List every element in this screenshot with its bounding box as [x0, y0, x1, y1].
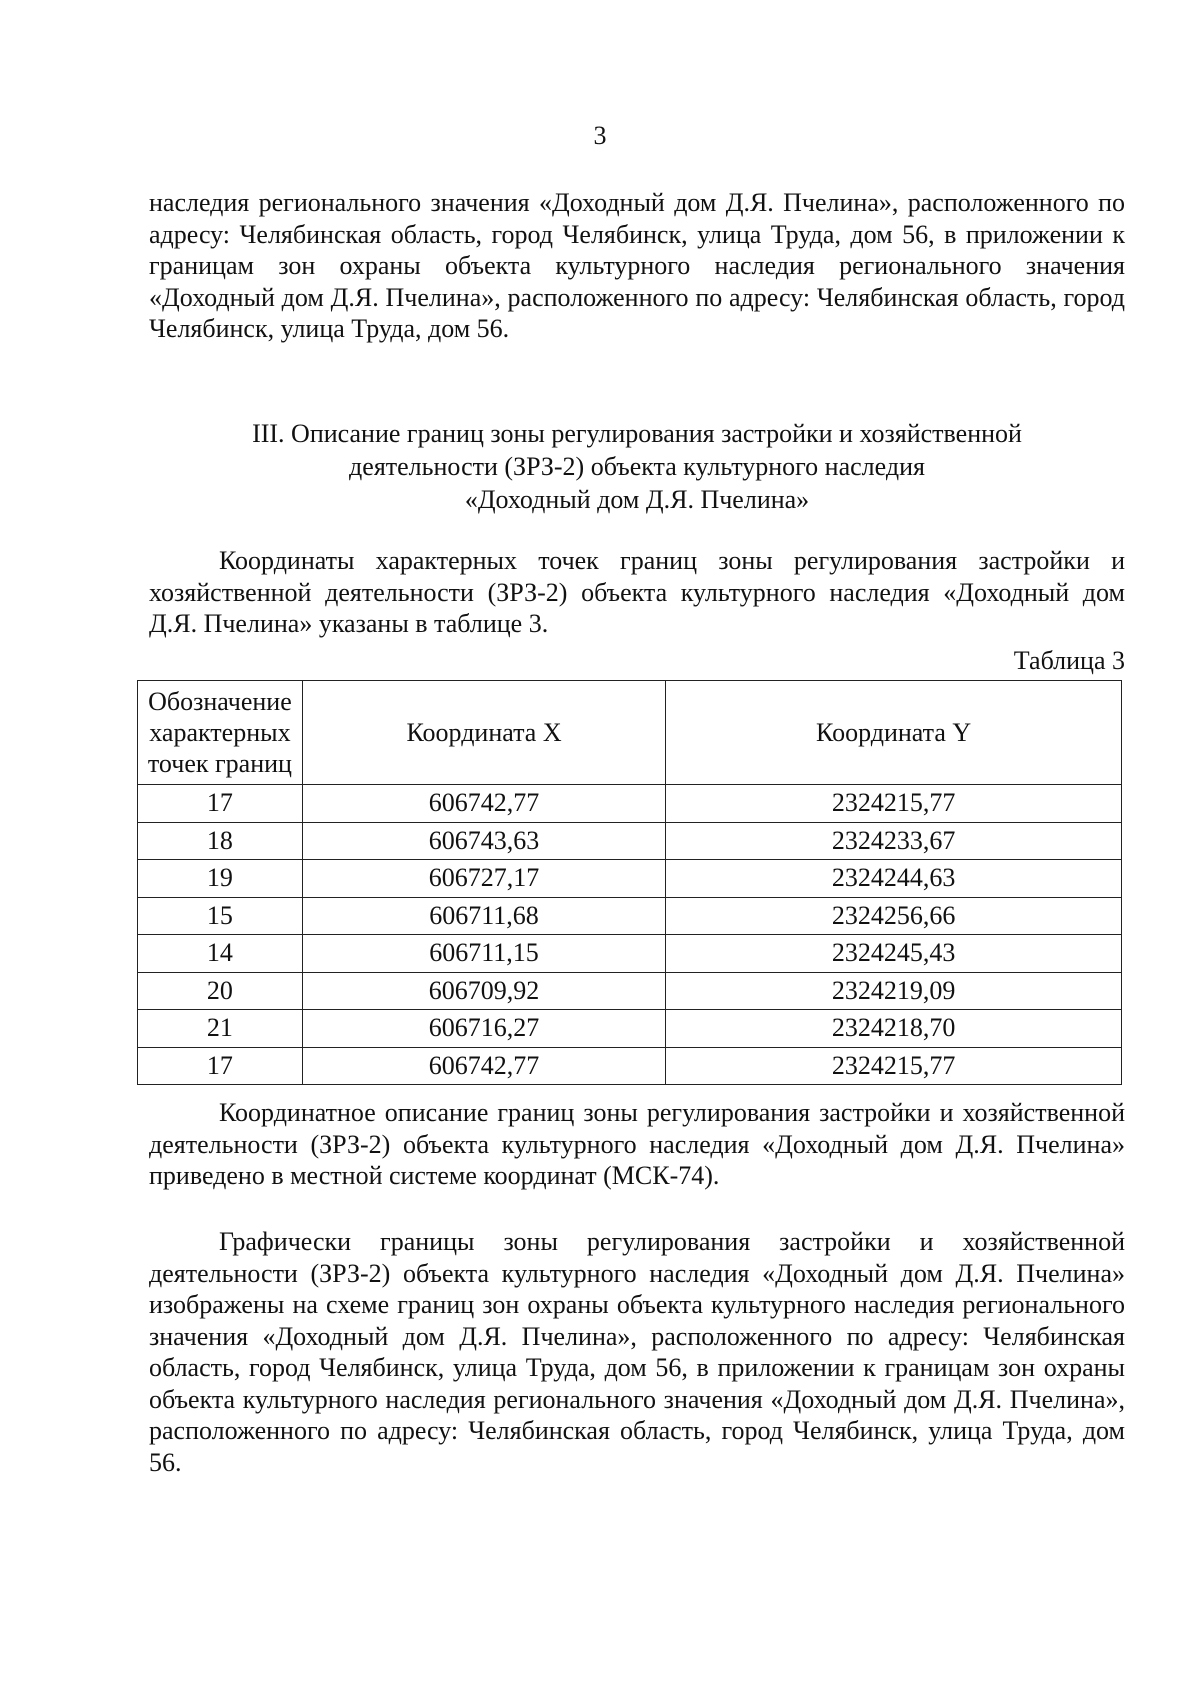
- table-row: [138, 822, 1122, 860]
- point-cell: 21: [138, 1010, 303, 1048]
- table-row: [138, 935, 1122, 973]
- point-cell: 18: [138, 822, 303, 860]
- table-row: [138, 897, 1122, 935]
- point-cell: 17: [138, 1047, 303, 1085]
- paragraph-coordinates-intro: Координаты характерных точек границ зоны регулирования застройки и хозяйственной деятельности (ЗРЗ-2) объекта культурного наследия «Доходный дом Д.Я. Пчелина» указаны в таблице 3.: [149, 546, 1125, 638]
- point-cell: 20: [138, 972, 303, 1010]
- point-cell: 19: [138, 860, 303, 898]
- x-cell: 606711,15: [302, 935, 665, 973]
- heading-line-3: «Доходный дом Д.Я. Пчелина»: [464, 485, 810, 514]
- point-cell: 14: [138, 935, 303, 973]
- x-cell: 606742,77: [302, 785, 665, 823]
- x-cell: 606727,17: [302, 860, 665, 898]
- table-header-row: [138, 681, 1122, 785]
- section-heading: [149, 417, 1125, 516]
- table-row: [138, 1010, 1122, 1048]
- x-cell: 606716,27: [302, 1010, 665, 1048]
- header-coordinate-x: Координата X: [302, 681, 665, 785]
- paragraph-coordinate-system: Координатное описание границ зоны регулирования застройки и хозяйственной деятельности (ЗРЗ-2) объекта культурного наследия «Доходный дом Д.Я. Пчелина» приведено в местной системе координат (МСК-74).: [149, 1098, 1125, 1190]
- table-caption: Таблица 3: [1013, 646, 1125, 675]
- y-cell: 2324244,63: [666, 860, 1122, 898]
- header-point-designation: Обозначение характерных точек границ: [138, 681, 303, 785]
- header-coordinate-y: Координата Y: [666, 681, 1122, 785]
- point-cell: 17: [138, 785, 303, 823]
- table-row: [138, 785, 1122, 823]
- coordinates-table: [137, 680, 1122, 1085]
- x-cell: 606709,92: [302, 972, 665, 1010]
- heading-line-1: III. Описание границ зоны регулирования застройки и хозяйственной: [252, 419, 1022, 448]
- paragraph-graphic-boundaries: Графически границы зоны регулирования застройки и хозяйственной деятельности (ЗРЗ-2) объекта культурного наследия «Доходный дом Д.Я. Пчелина» изображены на схеме границ зон охраны объекта культурного наследия регионального значения «Доходный дом Д.Я. Пчелина», расположенного по адресу: Челябинская область, город Челябинск, улица Труда, дом 56, в приложении к границам зон охраны объекта культурного наследия регионального значения «Доходный дом Д.Я. Пчелина», расположенного по адресу: Челябинская область, город Челябинск, улица Труда, дом 56.: [149, 1227, 1125, 1477]
- y-cell: 2324219,09: [666, 972, 1122, 1010]
- point-cell: 15: [138, 897, 303, 935]
- heading-line-2: деятельности (ЗРЗ-2) объекта культурного наследия: [349, 452, 925, 481]
- y-cell: 2324256,66: [666, 897, 1122, 935]
- y-cell: 2324233,67: [666, 822, 1122, 860]
- x-cell: 606742,77: [302, 1047, 665, 1085]
- table-row: [138, 860, 1122, 898]
- table-row: [138, 972, 1122, 1010]
- y-cell: 2324245,43: [666, 935, 1122, 973]
- x-cell: 606743,63: [302, 822, 665, 860]
- y-cell: 2324215,77: [666, 785, 1122, 823]
- paragraph-continuation: наследия регионального значения «Доходный дом Д.Я. Пчелина», расположенного по адресу: Челябинская область, город Челябинск, улица Труда, дом 56, в приложении к границам зон охраны объекта культурного наследия регионального значения «Доходный дом Д.Я. Пчелина», расположенного по адресу: Челябинская область, город Челябинск, улица Труда, дом 56.: [149, 188, 1125, 343]
- x-cell: 606711,68: [302, 897, 665, 935]
- y-cell: 2324218,70: [666, 1010, 1122, 1048]
- table-row: [138, 1047, 1122, 1085]
- y-cell: 2324215,77: [666, 1047, 1122, 1085]
- page-number: 3: [593, 121, 607, 150]
